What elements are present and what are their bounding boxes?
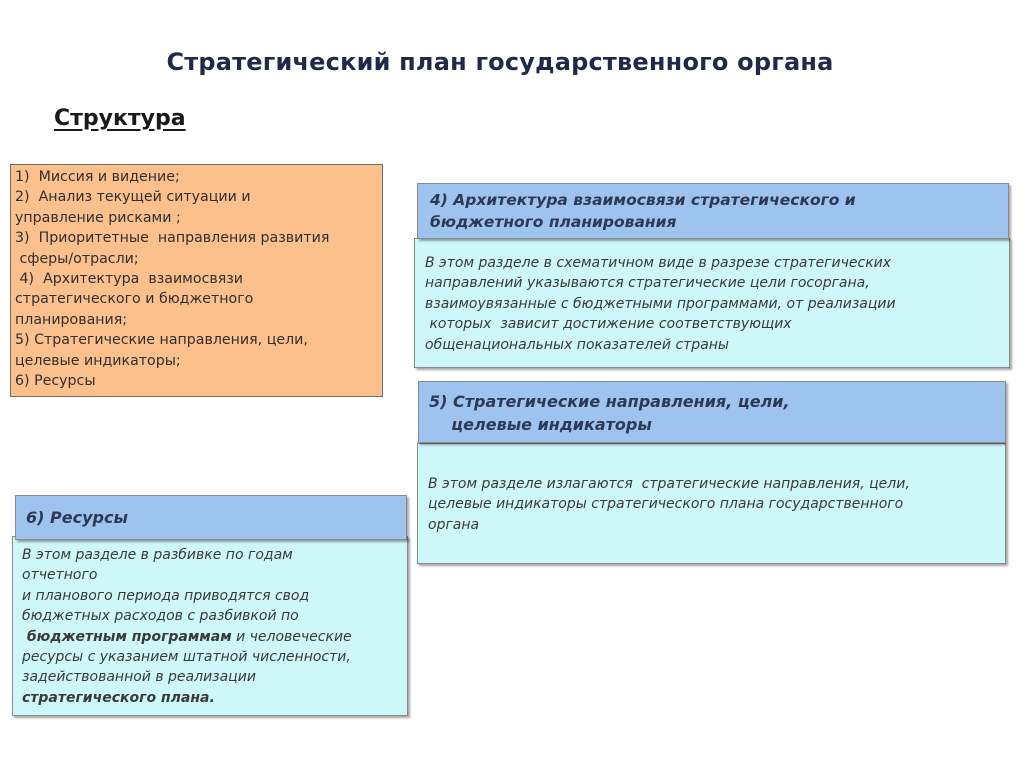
- section6-bold-text: бюджетным программам: [22, 628, 232, 645]
- section6-body-line: отчетного: [22, 567, 98, 584]
- list-item: 4) Архитектура взаимосвязи: [15, 271, 244, 288]
- section4-header-line: бюджетного планирования: [430, 213, 677, 231]
- list-item: 2) Анализ текущей ситуации и: [15, 189, 251, 206]
- section5-body: [417, 443, 1006, 564]
- structure-list-box: [10, 164, 383, 397]
- section5-header-line: 5) Стратегические направления, цели,: [429, 392, 790, 411]
- section6-body-line: стратегического плана.: [22, 689, 215, 706]
- section4-header-line: 4) Архитектура взаимосвязи стратегического и: [430, 191, 856, 209]
- section6-text: и человеческие: [231, 628, 352, 645]
- section6-header: 6) Ресурсы: [15, 495, 407, 540]
- list-item: 1) Миссия и видение;: [15, 169, 180, 185]
- list-item: 6) Ресурсы: [15, 373, 96, 390]
- list-item: 3) Приоритетные направления развития: [15, 230, 330, 247]
- page-title: Стратегический план государственного органа: [166, 48, 834, 76]
- section4-body: [414, 238, 1010, 368]
- section4-body-line: взаимоувязанные с бюджетными программами, от реализации: [425, 295, 896, 312]
- section6-body-line: и планового периода приводятся свод: [22, 587, 310, 604]
- section6-body: [12, 536, 408, 716]
- list-item: планирования;: [15, 311, 128, 328]
- section4-body-line: В этом разделе в схематичном виде в разрезе стратегических: [425, 255, 892, 271]
- section4-body-line: которых зависит достижение соответствующих: [425, 316, 792, 333]
- section6-body-line: В этом разделе в разбивке по годам: [22, 547, 293, 563]
- section6-body-line: бюджетных расходов с разбивкой по: [22, 608, 299, 625]
- section-subtitle: Структура: [54, 106, 186, 131]
- section4-body-line: общенациональных показателей страны: [425, 336, 729, 353]
- section5-body-line: В этом разделе излагаются стратегические направления, цели,: [428, 476, 910, 492]
- section5-header-line: целевые индикаторы: [429, 415, 652, 434]
- section6-body-line: задействованной в реализации: [22, 669, 256, 686]
- section5-body-line: органа: [428, 516, 480, 533]
- section6-body-line: ресурсы с указанием штатной численности,: [22, 649, 351, 666]
- list-item: 5) Стратегические направления, цели,: [15, 332, 308, 349]
- list-item: целевые индикаторы;: [15, 352, 181, 369]
- section5-header: [418, 381, 1006, 443]
- list-item: управление рисками ;: [15, 209, 181, 226]
- section5-body-line: целевые индикаторы стратегического плана государственного: [428, 496, 904, 513]
- list-item: сферы/отрасли;: [15, 250, 139, 267]
- list-item: стратегического и бюджетного: [15, 291, 254, 308]
- section4-header: [417, 183, 1009, 239]
- section6-body-line: [22, 627, 398, 647]
- section4-body-line: направлений указываются стратегические цели госоргана,: [425, 275, 870, 292]
